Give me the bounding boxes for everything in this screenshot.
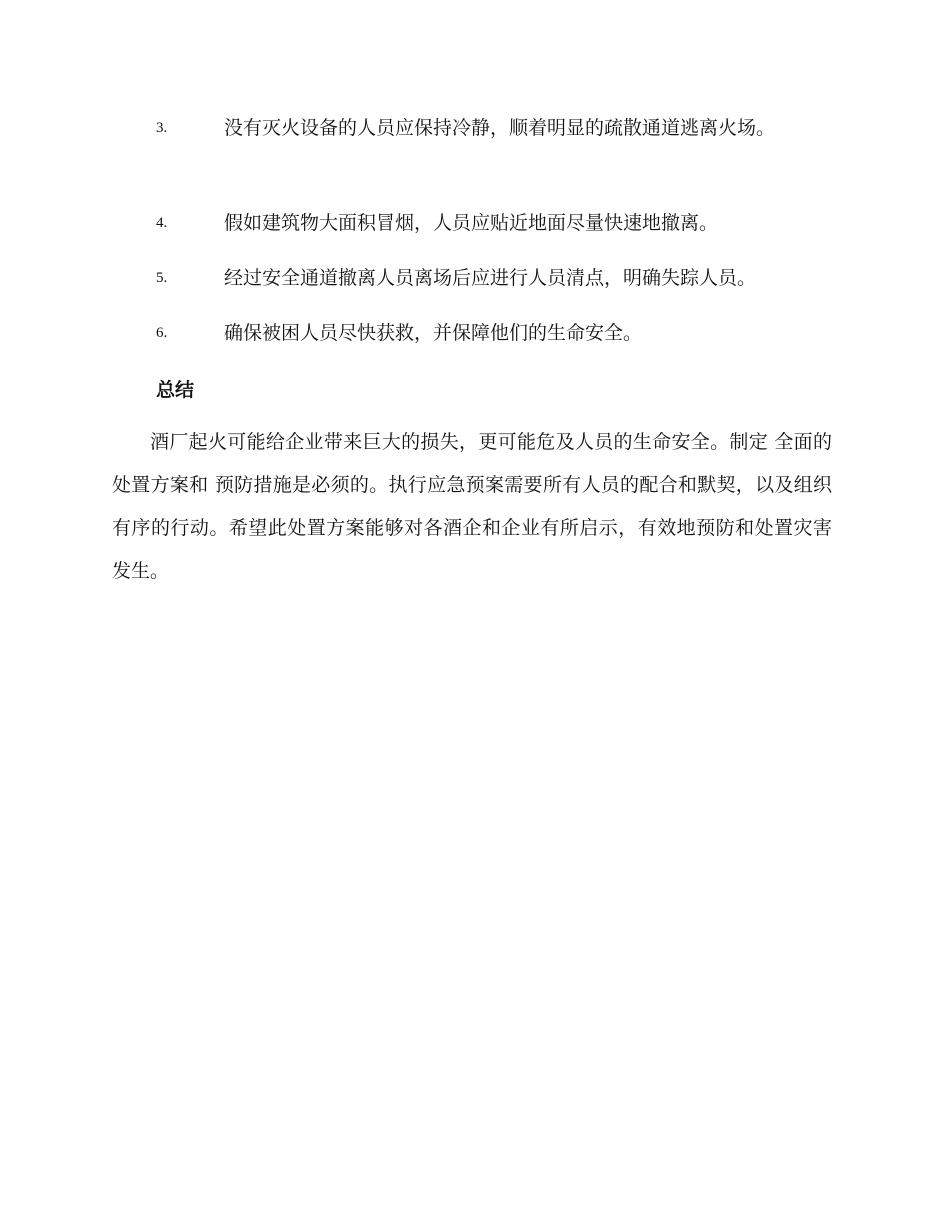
list-number: 6. — [156, 325, 168, 341]
list-item — [112, 312, 832, 355]
list-number: 3. — [156, 120, 168, 136]
summary-paragraph: 酒厂起火可能给企业带来巨大的损失，更可能危及人员的生命安全。制定 全面的处置方案和 预防措施是必须的。执行应急预案需要所有人员的配合和默契，以及组织有序的行动。希望此处置方案能够对各酒企和企业有所启示，有效地预防和处置灾害发生。 — [112, 431, 832, 582]
list-number: 5. — [156, 270, 168, 286]
list-text: 没有灭火设备的人员应保持冷静，顺着明显的疏散通道逃离火场。 — [224, 117, 776, 139]
list-text: 确保被困人员尽快获救，并保障他们的生命安全。 — [224, 322, 643, 344]
list-text: 假如建筑物大面积冒烟，人员应贴近地面尽量快速地撤离。 — [224, 212, 719, 234]
list-item — [112, 257, 832, 300]
list-number: 4. — [156, 215, 168, 231]
section-heading: 总结 — [156, 379, 195, 401]
list-item — [112, 202, 832, 245]
list-item — [112, 107, 832, 150]
list-text: 经过安全通道撤离人员离场后应进行人员清点，明确失踪人员。 — [224, 267, 757, 289]
